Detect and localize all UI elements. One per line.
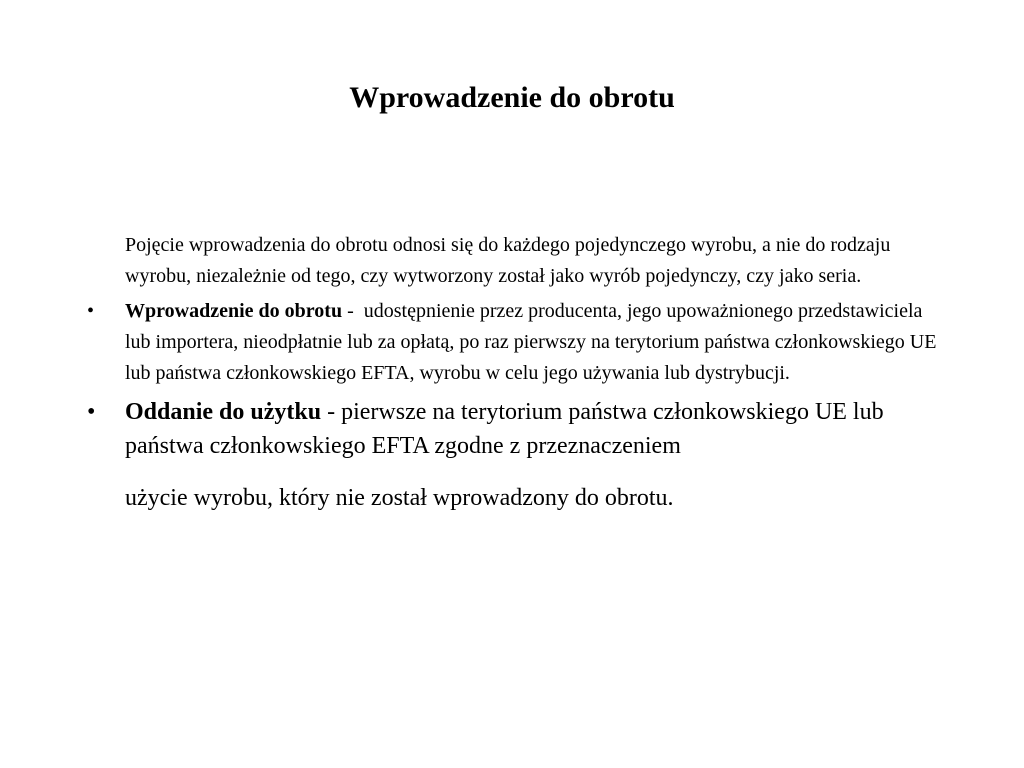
bullet-separator: - [321,399,342,425]
bullet-icon: • [87,300,95,322]
bullet-term: Wprowadzenie do obrotu [125,300,343,322]
bullet-icon: • [87,399,96,425]
bullet-separator: - [342,300,364,322]
bullet-first-part [125,395,945,463]
bullet-text-line2: użycie wyrobu, który nie został wprowadzony do obrotu. [125,485,674,511]
slide-title: Wprowadzenie do obrotu [349,81,675,114]
intro-paragraph: Pojęcie wprowadzenia do obrotu odnosi się do każdego pojedynczego wyrobu, a nie do rodzaju wyrobu, niezależnie od tego, czy wytworzony został jako wyrób pojedynczy, czy jako seria. [125,234,891,287]
bullet-text-line1: pierwsze na terytorium państwa członkowskiego UE lub państwa członkowskiego EFTA zgodne z przeznaczeniem [125,399,884,459]
bullet-term: Oddanie do użytku [125,399,322,425]
bullet-item-placing-on-market [87,296,945,389]
slide-content [87,230,945,515]
bullet-item-putting-into-service [87,395,945,515]
bullet-text: udostępnienie przez producenta, jego upoważnionego przedstawiciela lub importera, nieodpłatnie lub za opłatą, po raz pierwszy na terytorium państwa członkowskiego UE lub państwa członkowskiego EFTA, wyrobu w celu jego używania lub dystrybucji. [125,300,937,384]
